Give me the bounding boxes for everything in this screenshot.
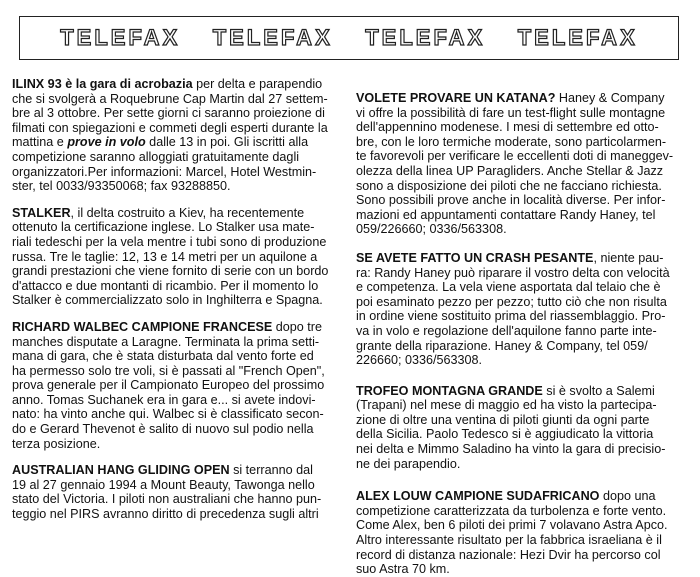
article-line (356, 251, 690, 266)
article-line (356, 442, 690, 457)
article-line (356, 384, 690, 399)
article-text: e competenza. La vela viene asportata dal telaio che è (356, 280, 661, 295)
article-text: nato: ha vinto anche qui. Walbec si è classificato secon- (12, 407, 324, 422)
article-text: mana di gara, che è stata disturbata dal vento forte ed (12, 349, 314, 364)
article-line (12, 135, 342, 150)
article-line (12, 206, 342, 221)
article-headline: SE AVETE FATTO UN CRASH PESANTE (356, 250, 594, 265)
article-line (12, 349, 342, 364)
article-line (12, 492, 342, 507)
article-headline: ILINX 93 è la gara di acrobazia (12, 77, 193, 91)
article-line (12, 407, 342, 422)
article-line (12, 77, 342, 92)
article-line (356, 266, 690, 281)
article-headline: AUSTRALIAN HANG GLIDING OPEN (12, 463, 230, 478)
article-text: vi offre la possibilità di fare un test-flight sulle montagne (356, 105, 666, 120)
article-line (356, 427, 690, 442)
article-text: ster, tel 0033/93350068; fax 93288850. (12, 179, 231, 194)
banner-word: TELEFAX (517, 25, 638, 50)
article-text: anno. Tomas Suchanek era in gara e... si avete indovi- (12, 392, 316, 407)
article-text: poi esaminato pezzo per pezzo; tutto ciò che non risulta (356, 294, 667, 309)
article-line (12, 293, 342, 308)
article-line (356, 164, 690, 179)
article-text: 19 al 27 gennaio 1994 a Mount Beauty, Tawonga nello (12, 477, 315, 492)
article-text: in ordine viene sostituito prima del riassemblaggio. Pro- (356, 309, 666, 324)
article-text: russa. Tre le taglie: 12, 13 e 14 metri per un aquilone a (12, 249, 318, 264)
emphasis-text: prove in volo (67, 135, 146, 150)
news-article (12, 77, 342, 194)
article-line (356, 120, 690, 135)
article-text: riali tedeschi per la vela mentre i tubi sono di produzione (12, 234, 327, 249)
article-line (356, 398, 690, 413)
article-text: ottenuto la certificazione inglese. Lo Stalker usa mate- (12, 220, 315, 235)
article-text: te favorevoli per verificare le eccellenti doti di maneggev- (356, 149, 674, 164)
article-text: bre al 3 ottobre. Per sette giorni ci saranno proiezione di (12, 106, 325, 121)
article-line (12, 463, 342, 478)
article-line (12, 250, 342, 265)
banner-word: TELEFAX (60, 25, 181, 50)
article-text: teggio nel PIRS avranno diritto di precedenza sugli altri (12, 507, 319, 522)
article-line (356, 518, 690, 533)
article-text: Sono possibili prove anche in località diverse. Per infor- (356, 193, 666, 208)
article-text: Haney & Company (555, 91, 665, 105)
article-headline: ALEX LOUW CAMPIONE SUDAFRICANO (356, 489, 600, 504)
banner-word: TELEFAX (212, 25, 333, 50)
article-text: competizione caratterizzata da turbolenza e forte vento. (356, 503, 667, 518)
article-text: Come Alex, ben 6 piloti dei primi 7 volavano Astra Apco. (356, 518, 668, 533)
article-line (356, 562, 690, 577)
article-line (12, 437, 342, 452)
news-article (356, 384, 690, 472)
article-line (12, 279, 342, 294)
article-text: va in volo e regolazione dell'aquilone fanno parte inte- (356, 323, 657, 338)
article-text: (Trapani) nel mese di maggio ed ha visto la partecipa- (356, 398, 657, 413)
article-line (12, 393, 342, 408)
article-text: stato del Victoria. I piloti non australiani che hanno pun- (12, 492, 322, 507)
article-text: filmati con spiegazioni e commeti degli esperti durante la (12, 120, 328, 135)
article-text: ra: Randy Haney può riparare il vostro delta con velocità (356, 265, 670, 280)
article-line (356, 193, 690, 208)
article-line (356, 222, 690, 237)
article-text: dalle 13 in poi. Gli iscritti alla (145, 135, 309, 150)
article-line (356, 533, 690, 548)
article-text: mazioni ed appuntamenti contattare Randy Haney, tel (356, 207, 656, 222)
article-line (356, 353, 690, 368)
article-text: suo Astra 70 km. (356, 562, 450, 577)
article-line (356, 106, 690, 121)
article-line (12, 320, 342, 335)
news-article (356, 251, 690, 368)
article-line (356, 457, 690, 472)
telefax-banner (19, 16, 679, 60)
article-line (12, 507, 342, 522)
news-article (12, 463, 342, 521)
article-line (356, 135, 690, 150)
article-text: grandi prestazioni che viene fornito di serie con un bordo (12, 264, 329, 279)
article-text: prova generale per il Campionato Europeo del prossimo (12, 378, 325, 393)
article-text: , il delta costruito a Kiev, ha recentemente (70, 205, 305, 220)
article-line (12, 92, 342, 107)
news-article (356, 91, 690, 237)
news-article (356, 489, 690, 577)
article-text: ha permesso solo tre voli, si è passati al "French Open", (12, 363, 325, 378)
article-text: competizione saranno alloggiati gratuitamente dagli (12, 149, 300, 164)
article-line (12, 264, 342, 279)
article-text: Stalker è commercializzato solo in Inghilterra e Spagna. (12, 293, 323, 308)
article-line (12, 478, 342, 493)
article-line (356, 504, 690, 519)
article-text: sono a disposizione dei piloti che ne facciano richiesta. (356, 178, 662, 193)
article-line (12, 335, 342, 350)
article-text: per delta e parapendio (192, 77, 323, 91)
left-column (12, 77, 342, 522)
right-column (356, 91, 690, 577)
news-article (12, 206, 342, 308)
article-line (12, 422, 342, 437)
article-line (356, 91, 690, 106)
article-line (356, 309, 690, 324)
article-text: olezza della linea UP Paragliders. Anche Stellar & Jazz (356, 163, 664, 178)
banner-word: TELEFAX (365, 25, 486, 50)
article-text: , niente pau- (593, 250, 664, 265)
article-text: si terranno dal (229, 463, 313, 478)
article-text: ne dei parapendio. (356, 456, 461, 471)
article-line (12, 235, 342, 250)
article-line (356, 413, 690, 428)
article-text: mattina e (12, 135, 68, 150)
article-line (12, 106, 342, 121)
article-line (356, 208, 690, 223)
article-text: zione di oltre una ventina di piloti giunti da ogni parte (356, 412, 650, 427)
article-text: 226660; 0336/563308. (356, 353, 483, 368)
article-line (356, 295, 690, 310)
article-line (12, 150, 342, 165)
article-headline: STALKER (12, 205, 71, 220)
article-text: manches disputate a Laragne. Terminata la prima setti- (12, 334, 320, 349)
article-line (12, 364, 342, 379)
article-text: organizzatori.Per informazioni: Marcel, Hotel Westmin- (12, 164, 317, 179)
article-text: che si svolgerà a Roquebrune Cap Martin dal 27 settem- (12, 91, 328, 106)
article-line (12, 220, 342, 235)
article-text: dopo tre (272, 319, 322, 334)
article-line (356, 324, 690, 339)
article-text: si è svolto a Salemi (542, 383, 655, 398)
article-line (356, 149, 690, 164)
article-text: Altro interessante risultato per la fabbrica israeliana è il (356, 533, 662, 548)
article-line (12, 179, 342, 194)
article-text: grante della riparazione. Haney & Company, tel 059/ (356, 338, 648, 353)
article-line (356, 339, 690, 354)
article-headline: RICHARD WALBEC CAMPIONE FRANCESE (12, 319, 273, 334)
article-text: dell'appennino modenese. I mesi di settembre ed otto- (356, 120, 659, 135)
article-text: nei delta e Mimmo Saladino ha vinto la gara di precisio- (356, 442, 666, 457)
article-line (12, 378, 342, 393)
article-line (12, 121, 342, 136)
article-text: bre, con le loro termiche moderate, sono particolarmen- (356, 134, 667, 149)
article-text: 059/226660; 0336/563308. (356, 222, 507, 237)
article-line (356, 548, 690, 563)
article-line (356, 179, 690, 194)
article-text: d'attacco e due montanti di ricambio. Per il momento lo (12, 278, 319, 293)
article-text: record di distanza nazionale: Hezi Dvir ha percorso col (356, 547, 661, 562)
article-line (356, 489, 690, 504)
article-headline: VOLETE PROVARE UN KATANA? (356, 91, 556, 105)
article-line (356, 280, 690, 295)
news-article (12, 320, 342, 451)
article-text: dopo una (599, 489, 656, 504)
article-text: terza posizione. (12, 436, 101, 451)
article-line (12, 165, 342, 180)
article-text: do e Gerard Thevenot è salito di nuovo sul podio nella (12, 422, 314, 437)
article-headline: TROFEO MONTAGNA GRANDE (356, 383, 543, 398)
article-text: della Sicilia. Paolo Tedesco si è aggiudicato la vittoria (356, 427, 654, 442)
